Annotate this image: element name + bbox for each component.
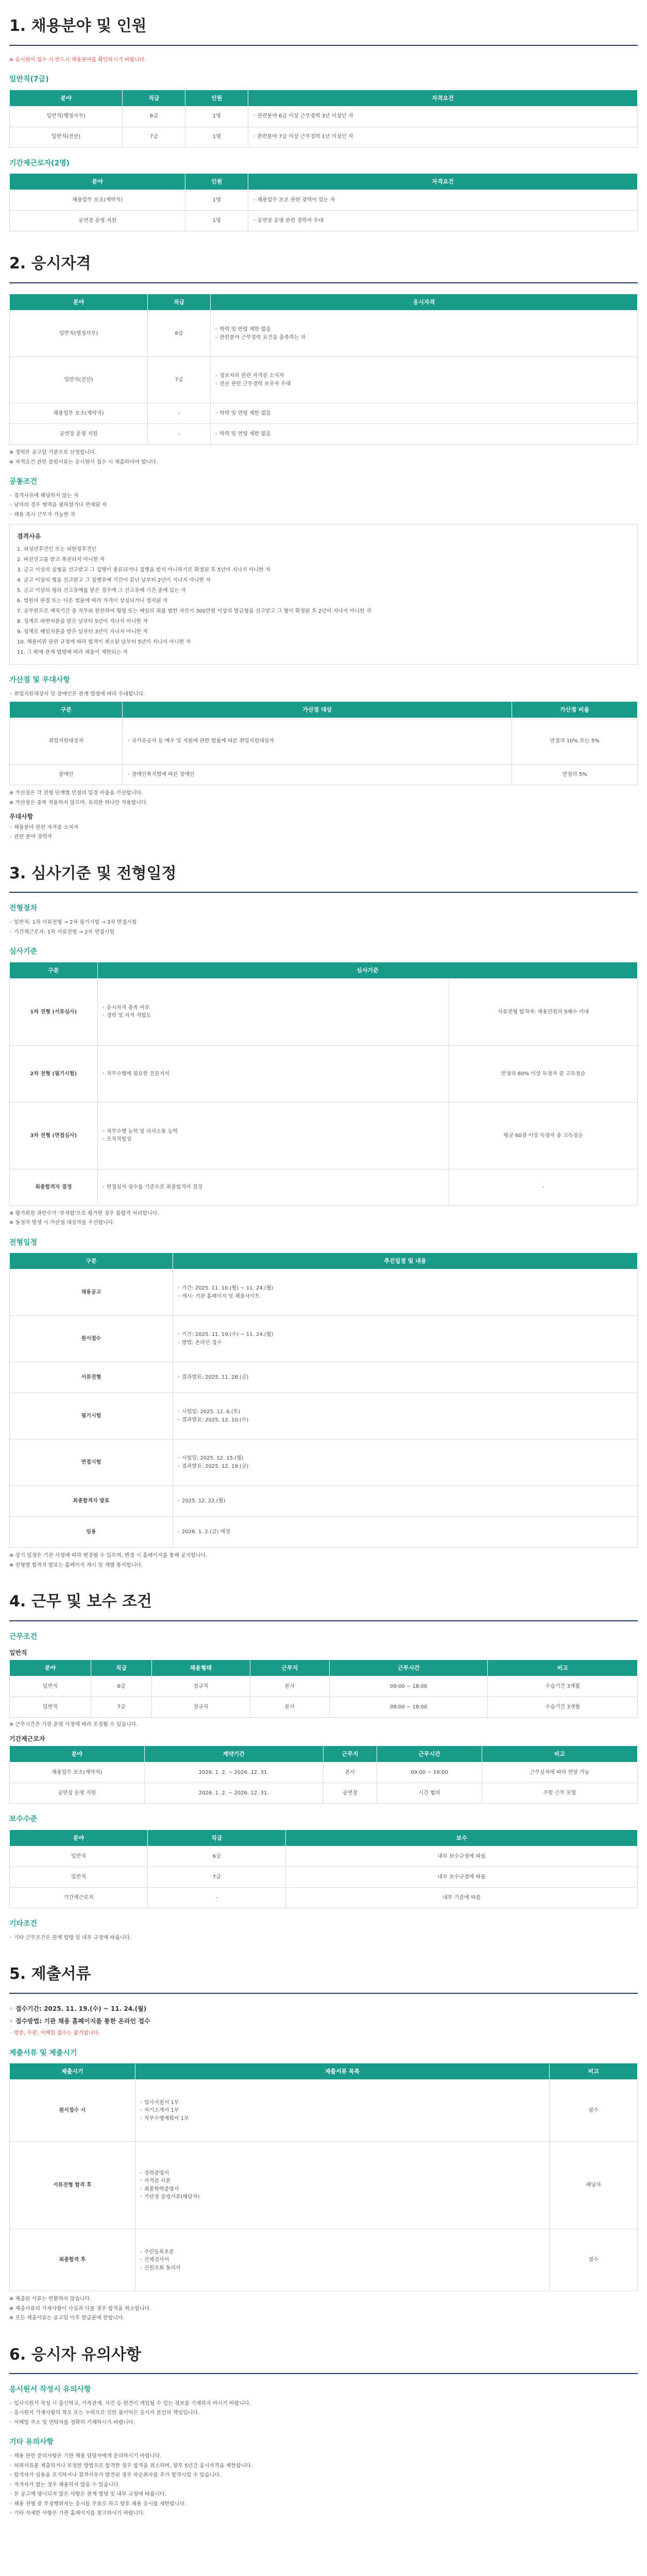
th: 인원 [185, 90, 248, 106]
subsection-title: 기타 유의사항 [9, 2438, 54, 2447]
list-item: ◦ 기타 근무조건은 관계 법령 및 내부 규정에 따릅니다. [9, 1935, 132, 1941]
th: 분야 [10, 294, 148, 310]
subsection-title: 응시원서 작성시 유의사항 [9, 2385, 91, 2394]
cell: 최종합격 후 [10, 2229, 135, 2291]
table-row [10, 1316, 638, 1362]
table-row [10, 211, 638, 231]
cell: 서류전형 합격 후 [10, 2142, 135, 2229]
list-item: ◦ 관련 분야 경력자 [9, 834, 53, 840]
cell: 2026. 1. 2. ~ 2026. 12. 31. [144, 1783, 323, 1804]
cell: 공연장 운영 지원 [10, 211, 185, 231]
cell: 7급 [123, 127, 185, 147]
table-row [10, 1362, 638, 1393]
section-documents [9, 1955, 638, 2322]
note-line: ※ 상기 일정은 기관 사정에 따라 변경될 수 있으며, 변경 시 홈페이지를 통해 공지합니다. [9, 1553, 208, 1559]
list-item: 8. 징계로 파면처분을 받은 날부터 5년이 지나지 아니한 자 [17, 619, 148, 624]
table-row [10, 1783, 638, 1804]
cell: ◦ 직무수행에 필요한 전문지식 [97, 1045, 449, 1102]
section-title: 1. 채용분야 및 인원 [9, 7, 638, 46]
section-title: 4. 근무 및 보수 조건 [9, 1583, 638, 1621]
list-item: 9. 징계로 해임처분을 받은 날부터 3년이 지나지 아니한 자 [17, 629, 148, 635]
cell: ◦ 주민등록초본 ◦ 신체검사서 ◦ 신원조회 동의서 [135, 2229, 550, 2291]
section-title: 2. 응시자격 [9, 245, 638, 283]
th: 분야 [10, 90, 123, 106]
th: 분야 [10, 1830, 148, 1846]
cell: 취업지원대상자 [10, 718, 123, 765]
th: 근무시간 [377, 1746, 482, 1762]
info-line: ◦ 접수기간: 2025. 11. 19.(수) ~ 11. 24.(월) [9, 2005, 147, 2012]
cell: 7급 [148, 1867, 286, 1888]
work-conditions-table [9, 1659, 638, 1718]
cell: 만점의 5% [512, 765, 638, 785]
note-line: ※ 동점자 발생 시 가산점 대상자를 우선합니다. [9, 1220, 115, 1226]
cell: 1명 [185, 106, 248, 127]
list-item: ◦ 일반직: 1차 서류전형 → 2차 필기시험 → 3차 면접시험 [9, 920, 137, 926]
cell: 09:00 ~ 18:00 [330, 1676, 488, 1697]
th: 직급 [91, 1660, 152, 1676]
cell: 면접시험 [10, 1439, 173, 1486]
th: 계약기간 [144, 1746, 323, 1762]
table-row [10, 1486, 638, 1517]
th: 비고 [488, 1660, 638, 1676]
qualification-table [9, 294, 638, 445]
table-row [10, 311, 638, 357]
cell: ◦ 관련분야 7급 이상 근무경력 1년 이상인 자 [248, 127, 638, 147]
th: 추진일정 및 내용 [173, 1253, 637, 1269]
note-line: ※ 제출된 서류는 반환하지 않습니다. [9, 2296, 92, 2302]
cell: ◦ 학력 및 연령 제한 없음 [211, 403, 638, 424]
cell: 채용업무 보조(계약직) [10, 1762, 145, 1783]
table-row [10, 106, 638, 127]
subsection-title: 전형일정 [9, 1238, 38, 1247]
cell: 공연장 운영 지원 [10, 424, 148, 445]
note-line: ※ 평가위원 과반수가 '부적합'으로 평가한 경우 불합격 처리합니다. [9, 1210, 159, 1216]
section-positions [9, 7, 638, 231]
th: 구분 [10, 702, 123, 718]
cell: 6급 [148, 1846, 286, 1867]
intro-line: ◦ 취업지원대상자 및 장애인은 관계 법령에 따라 우대합니다. [9, 691, 145, 697]
list-item: ◦ 응시원서 기재사항의 착오 또는 누락으로 인한 불이익은 응시자 본인의 책임입니다. [9, 2410, 200, 2416]
th: 근무지 [250, 1660, 329, 1676]
table-row [10, 1846, 638, 1867]
table-row [10, 1888, 638, 1908]
cell: 정규직 [151, 1676, 250, 1697]
cell: 1차 전형 (서류심사) [10, 978, 98, 1045]
cell: ◦ 국가유공자 등 예우 및 지원에 관한 법률에 따른 취업지원대상자 [123, 718, 512, 765]
subsection-title: 가산점 및 우대사항 [9, 676, 70, 684]
th: 분야 [10, 1660, 91, 1676]
cell: 6급 [148, 311, 211, 357]
subsection-title: 심사기준 [9, 947, 38, 956]
cell: 만점의 10% 또는 5% [512, 718, 638, 765]
cell: ◦ 면접심사 점수를 기준으로 최종합격자 결정 [97, 1169, 449, 1205]
table-row [10, 2142, 638, 2229]
th: 분야 [10, 1746, 145, 1762]
cell: 필수 [550, 2229, 638, 2291]
cell: 수습기간 3개월 [488, 1676, 638, 1697]
cell: ◦ 시험일: 2025. 12. 15.(월) ◦ 결과발표: 2025. 12. 19.(금) [173, 1439, 637, 1486]
table-row [10, 1169, 638, 1205]
note-line: ※ 가산점은 중복 적용하지 않으며, 유리한 하나만 적용합니다. [9, 800, 148, 806]
cell: 일반직(전산) [10, 357, 148, 403]
cell: 일반직 [10, 1867, 148, 1888]
list-item: ◦ 본 공고에 명시되지 않은 사항은 관계 법령 및 내부 규정에 따릅니다. [9, 2492, 166, 2498]
list-item: ◦ 채용 관련 문의사항은 기관 채용 담당자에게 문의하시기 바랍니다. [9, 2453, 162, 2460]
subsection-title: 제출서류 및 제출시기 [9, 2048, 77, 2057]
cell: ◦ 경력증명서 ◦ 자격증 사본 ◦ 최종학력증명서 ◦ 가산점 증빙서류(해당자) [135, 2142, 550, 2229]
cell: 채용공고 [10, 1269, 173, 1316]
table-row [10, 1762, 638, 1783]
cell: 장애인 [10, 765, 123, 785]
cell: 1명 [185, 190, 248, 211]
cell: ◦ 시험일: 2025. 12. 6.(토) ◦ 결과발표: 2025. 12. 10.(수) [173, 1393, 637, 1439]
th: 직급 [123, 90, 185, 106]
documents-table [9, 2063, 638, 2291]
section-title: 5. 제출서류 [9, 1955, 638, 1994]
temp-conditions-table [9, 1745, 638, 1804]
subsection-title: 근무조건 [9, 1632, 38, 1641]
cell: 내부 보수규정에 따름 [286, 1867, 638, 1888]
info-line: ◦ 접수방법: 기관 채용 홈페이지를 통한 온라인 접수 [9, 2018, 150, 2025]
cell: ◦ 기간: 2025. 11. 19.(수) ~ 11. 24.(월) ◦ 방법: 온라인 접수 [173, 1316, 637, 1362]
cell: ◦ 관련분야 6급 이상 근무경력 3년 이상인 자 [248, 106, 638, 127]
subsection-title: 기간제근로자(2명) [9, 159, 70, 167]
list-item: ◦ 이메일 주소 및 연락처를 정확히 기재하시기 바랍니다. [9, 2419, 135, 2426]
cell: 공연장 운영 지원 [10, 1783, 145, 1804]
cell: 최종합격자 결정 [10, 1169, 98, 1205]
subsection-title: 일반직(7급) [9, 75, 49, 83]
temp-positions-table [9, 173, 638, 231]
cell: ◦ 공연장 운영 관련 경력자 우대 [248, 211, 638, 231]
cell: 일반직(행정사무) [10, 106, 123, 127]
cell: 평균 60점 이상 득점자 중 고득점순 [449, 1102, 638, 1169]
disqualification-box [9, 524, 638, 665]
cell: 공연장 [323, 1783, 377, 1804]
cell: 주말 근무 포함 [482, 1783, 637, 1804]
section-cautions [9, 2336, 638, 2518]
cell: ◦ 학력 및 연령 제한 없음 [211, 424, 638, 445]
list-item: ◦ 적격자가 없는 경우 채용하지 않을 수 있습니다. [9, 2482, 120, 2488]
table-row [10, 978, 638, 1045]
cell: ◦ 응시자격 충족 여부 ◦ 경력 및 자격 적합도 [97, 978, 449, 1045]
cell: ◦ 결과발표: 2025. 11. 28.(금) [173, 1362, 637, 1393]
cell: 본사 [250, 1697, 329, 1718]
note-line: ※ 근무시간은 기관 운영 사정에 따라 조정될 수 있습니다. [9, 1722, 138, 1728]
note-line: ※ 제출서류의 기재사항이 사실과 다를 경우 합격을 취소합니다. [9, 2306, 151, 2312]
table-row [10, 1393, 638, 1439]
info-line: ◦ 방문, 우편, 이메일 접수는 불가합니다. [9, 2030, 100, 2037]
table-row [10, 718, 638, 765]
cell: 일반직 [10, 1846, 148, 1867]
note-line: ※ 가산점은 각 전형 단계별 만점의 일정 비율을 가산합니다. [9, 790, 143, 796]
list-item: 7. 공무원으로 재직기간 중 직무와 관련하여 횡령 또는 배임의 죄를 범한 자로서 300만원 이상의 벌금형을 선고받고 그 형이 확정된 후 2년이 지나지 아니한 자 [17, 608, 371, 614]
th: 가산점 대상 [123, 702, 512, 718]
cell: 기간제근로자 [10, 1888, 148, 1908]
list-item: ◦ 허위서류를 제출하거나 부정한 방법으로 합격한 경우 합격을 취소하며, 향후 5년간 응시자격을 제한합니다. [9, 2463, 253, 2469]
note-line: ※ 모든 제출서류는 공고일 이후 발급분에 한합니다. [9, 2315, 125, 2321]
cell: 일반직 [10, 1676, 91, 1697]
list-item: ◦ 남자의 경우 병역을 필하였거나 면제된 자 [9, 502, 107, 509]
table-row [10, 127, 638, 147]
cell: 최종합격자 발표 [10, 1486, 173, 1517]
list-item: ◦ 기간제근로자: 1차 서류전형 → 2차 면접시험 [9, 929, 115, 935]
criteria-table [9, 962, 638, 1206]
th: 제출서류 목록 [135, 2063, 550, 2080]
th: 응시자격 [211, 294, 638, 310]
cell: 채용업무 보조(계약직) [10, 190, 185, 211]
cell: 09:00 ~ 18:00 [330, 1697, 488, 1718]
list-item: ◦ 기타 자세한 사항은 기관 홈페이지를 참고하시기 바랍니다. [9, 2511, 145, 2517]
th: 가산점 비율 [512, 702, 638, 718]
cell: 서류전형 [10, 1362, 173, 1393]
table-row [10, 1697, 638, 1718]
pay-table [9, 1829, 638, 1908]
table-row [10, 2229, 638, 2291]
th: 비고 [482, 1746, 637, 1762]
cell: ◦ 정보처리 관련 자격증 소지자 ◦ 전산 관련 근무경력 보유자 우대 [211, 357, 638, 403]
th: 구분 [10, 962, 98, 978]
cell: 7급 [148, 357, 211, 403]
th: 비고 [550, 2063, 638, 2080]
small-heading: 기간제근로자 [9, 1735, 45, 1742]
section-criteria-schedule [9, 855, 638, 1570]
table-row [10, 2080, 638, 2142]
cell: 채용업무 보조(계약직) [10, 403, 148, 424]
cell: 2026. 1. 2. ~ 2026. 12. 31. [144, 1762, 323, 1783]
cell: 원서접수 [10, 1316, 173, 1362]
subsection-title: 보수수준 [9, 1815, 38, 1824]
th: 채용형태 [151, 1660, 250, 1676]
cell: 1명 [185, 211, 248, 231]
table-row [10, 1439, 638, 1486]
cell: 만점의 60% 이상 득점자 중 고득점순 [449, 1045, 638, 1102]
cell: 내부 보수규정에 따름 [286, 1846, 638, 1867]
notice-text: ※ 응시원서 접수 시 반드시 채용분야를 확인하시기 바랍니다. [9, 57, 146, 63]
cell: ◦ 2026. 1. 2.(금) 예정 [173, 1517, 637, 1548]
small-heading: 일반직 [9, 1649, 27, 1656]
section-title: 3. 심사기준 및 전형일정 [9, 855, 638, 893]
list-item: ◦ 채용 즉시 근무가 가능한 자 [9, 512, 76, 518]
th: 직급 [148, 294, 211, 310]
th: 구분 [10, 1253, 173, 1269]
table-row [10, 424, 638, 445]
cell: - [148, 424, 211, 445]
cell: 일반직 [10, 1697, 91, 1718]
subsection-title: 공통조건 [9, 478, 38, 486]
cell: ◦ 기간: 2025. 11. 10.(월) ~ 11. 24.(월) ◦ 게시: 기관 홈페이지 및 채용사이트 [173, 1269, 637, 1316]
table-row [10, 190, 638, 211]
cell: 1명 [185, 127, 248, 147]
list-item: ◦ 결격사유에 해당하지 않는 자 [9, 493, 79, 499]
list-item: 6. 법원의 판결 또는 다른 법률에 따라 자격이 상실되거나 정지된 자 [17, 598, 168, 604]
cell: - [148, 1888, 286, 1908]
th: 분야 [10, 174, 185, 190]
cell: 7급 [91, 1697, 152, 1718]
subsection-title: 기타조건 [9, 1920, 38, 1928]
subsection-title: 전형절차 [9, 904, 38, 913]
cell: 시간 협의 [377, 1783, 482, 1804]
cell: - [449, 1169, 638, 1205]
list-item: 2. 파산선고를 받고 복권되지 아니한 자 [17, 557, 105, 563]
list-item: 1. 피성년후견인 또는 피한정후견인 [17, 547, 97, 552]
section-qualifications [9, 245, 638, 841]
cell: ◦ 입사지원서 1부 ◦ 자기소개서 1부 ◦ 직무수행계획서 1부 [135, 2080, 550, 2142]
note-line: ※ 전형별 합격자 발표는 홈페이지 게시 및 개별 통지합니다. [9, 1562, 143, 1568]
list-item: 10. 채용비위 관련 규정에 따라 합격이 취소된 날부터 5년이 지나지 아니한 자 [17, 639, 191, 645]
list-item: ◦ 합격자가 임용을 포기하거나 결격사유가 발견된 경우 차순위자를 추가 합격시킬 수 있습니다. [9, 2472, 222, 2479]
cell: ◦ 학력 및 연령 제한 없음 ◦ 관련분야 근무경력 요건을 충족하는 자 [211, 311, 638, 357]
cell: 6급 [91, 1676, 152, 1697]
list-item: ◦ 채용 전형 중 부정행위자는 응시를 무효로 하고 향후 채용 응시를 제한합니다. [9, 2501, 186, 2507]
cell: ◦ 직무수행 능력 및 의사소통 능력 ◦ 조직적합성 [97, 1102, 449, 1169]
th: 인원 [185, 174, 248, 190]
th: 근무지 [323, 1746, 377, 1762]
cell: 임용 [10, 1517, 173, 1548]
table-row [10, 403, 638, 424]
section-title: 6. 응시자 유의사항 [9, 2336, 638, 2375]
small-heading: 우대사항 [9, 813, 33, 821]
cell: 일반직(행정사무) [10, 311, 148, 357]
th: 자격요건 [248, 90, 638, 106]
section-conditions [9, 1583, 638, 1942]
table-row [10, 1102, 638, 1169]
th: 제출시기 [10, 2063, 135, 2080]
cell: 서류전형 합격자: 채용인원의 5배수 이내 [449, 978, 638, 1045]
th: 심사기준 [97, 962, 637, 978]
table-row [10, 1676, 638, 1697]
cell: 6급 [123, 106, 185, 127]
th: 보수 [286, 1830, 638, 1846]
list-item: 11. 그 밖에 관계 법령에 따라 채용이 제한되는 자 [17, 650, 128, 655]
th: 직급 [148, 1830, 286, 1846]
cell: 근무실적에 따라 연장 가능 [482, 1762, 637, 1783]
cell: ◦ 장애인복지법에 따른 장애인 [123, 765, 512, 785]
cell: - [148, 403, 211, 424]
table-row [10, 1045, 638, 1102]
cell: 필수 [550, 2080, 638, 2142]
cell: 원서접수 시 [10, 2080, 135, 2142]
cell: 일반직(전산) [10, 127, 123, 147]
table-row [10, 1269, 638, 1316]
cell: 본사 [323, 1762, 377, 1783]
note-line: ※ 경력은 공고일 기준으로 산정합니다. [9, 450, 97, 456]
list-item: 3. 금고 이상의 실형을 선고받고 그 집행이 종료되거나 집행을 받지 아니하기로 확정된 후 5년이 지나지 아니한 자 [17, 567, 270, 573]
list-item: 5. 금고 이상의 형의 선고유예를 받은 경우에 그 선고유예 기간 중에 있는 자 [17, 588, 186, 594]
cell: 2차 전형 (필기시험) [10, 1045, 98, 1102]
list-item: ◦ 입사지원서 작성 시 출신학교, 가족관계, 사진 등 편견이 개입될 수 있는 정보를 기재하지 마시기 바랍니다. [9, 2400, 251, 2406]
cell: 수습기간 3개월 [488, 1697, 638, 1718]
cell: 09:00 ~ 18:00 [377, 1762, 482, 1783]
note-line: ※ 자격요건 관련 증빙서류는 응시원서 접수 시 제출하여야 합니다. [9, 459, 158, 465]
cell: 본사 [250, 1676, 329, 1697]
table-row [10, 765, 638, 785]
list-item: ◦ 채용분야 관련 자격증 소지자 [9, 824, 79, 831]
box-title: 결격사유 [17, 533, 41, 540]
positions-table [9, 90, 638, 148]
table-row [10, 1517, 638, 1548]
cell: 정규직 [151, 1697, 250, 1718]
cell: 해당자 [550, 2142, 638, 2229]
table-row [10, 1867, 638, 1888]
cell: ◦ 채용업무 보조 관련 경력이 있는 자 [248, 190, 638, 211]
cell: 3차 전형 (면접심사) [10, 1102, 98, 1169]
list-item: 4. 금고 이상의 형을 선고받고 그 집행유예 기간이 끝난 날부터 2년이 지나지 아니한 자 [17, 578, 211, 583]
cell: ◦ 2025. 12. 22.(월) [173, 1486, 637, 1517]
th: 자격요건 [248, 174, 638, 190]
th: 근무시간 [330, 1660, 488, 1676]
disqualification-list [17, 545, 630, 657]
table-row [10, 357, 638, 403]
cell: 필기시험 [10, 1393, 173, 1439]
cell: 내부 기준에 따름 [286, 1888, 638, 1908]
bonus-table [9, 701, 638, 785]
schedule-table [9, 1252, 638, 1548]
